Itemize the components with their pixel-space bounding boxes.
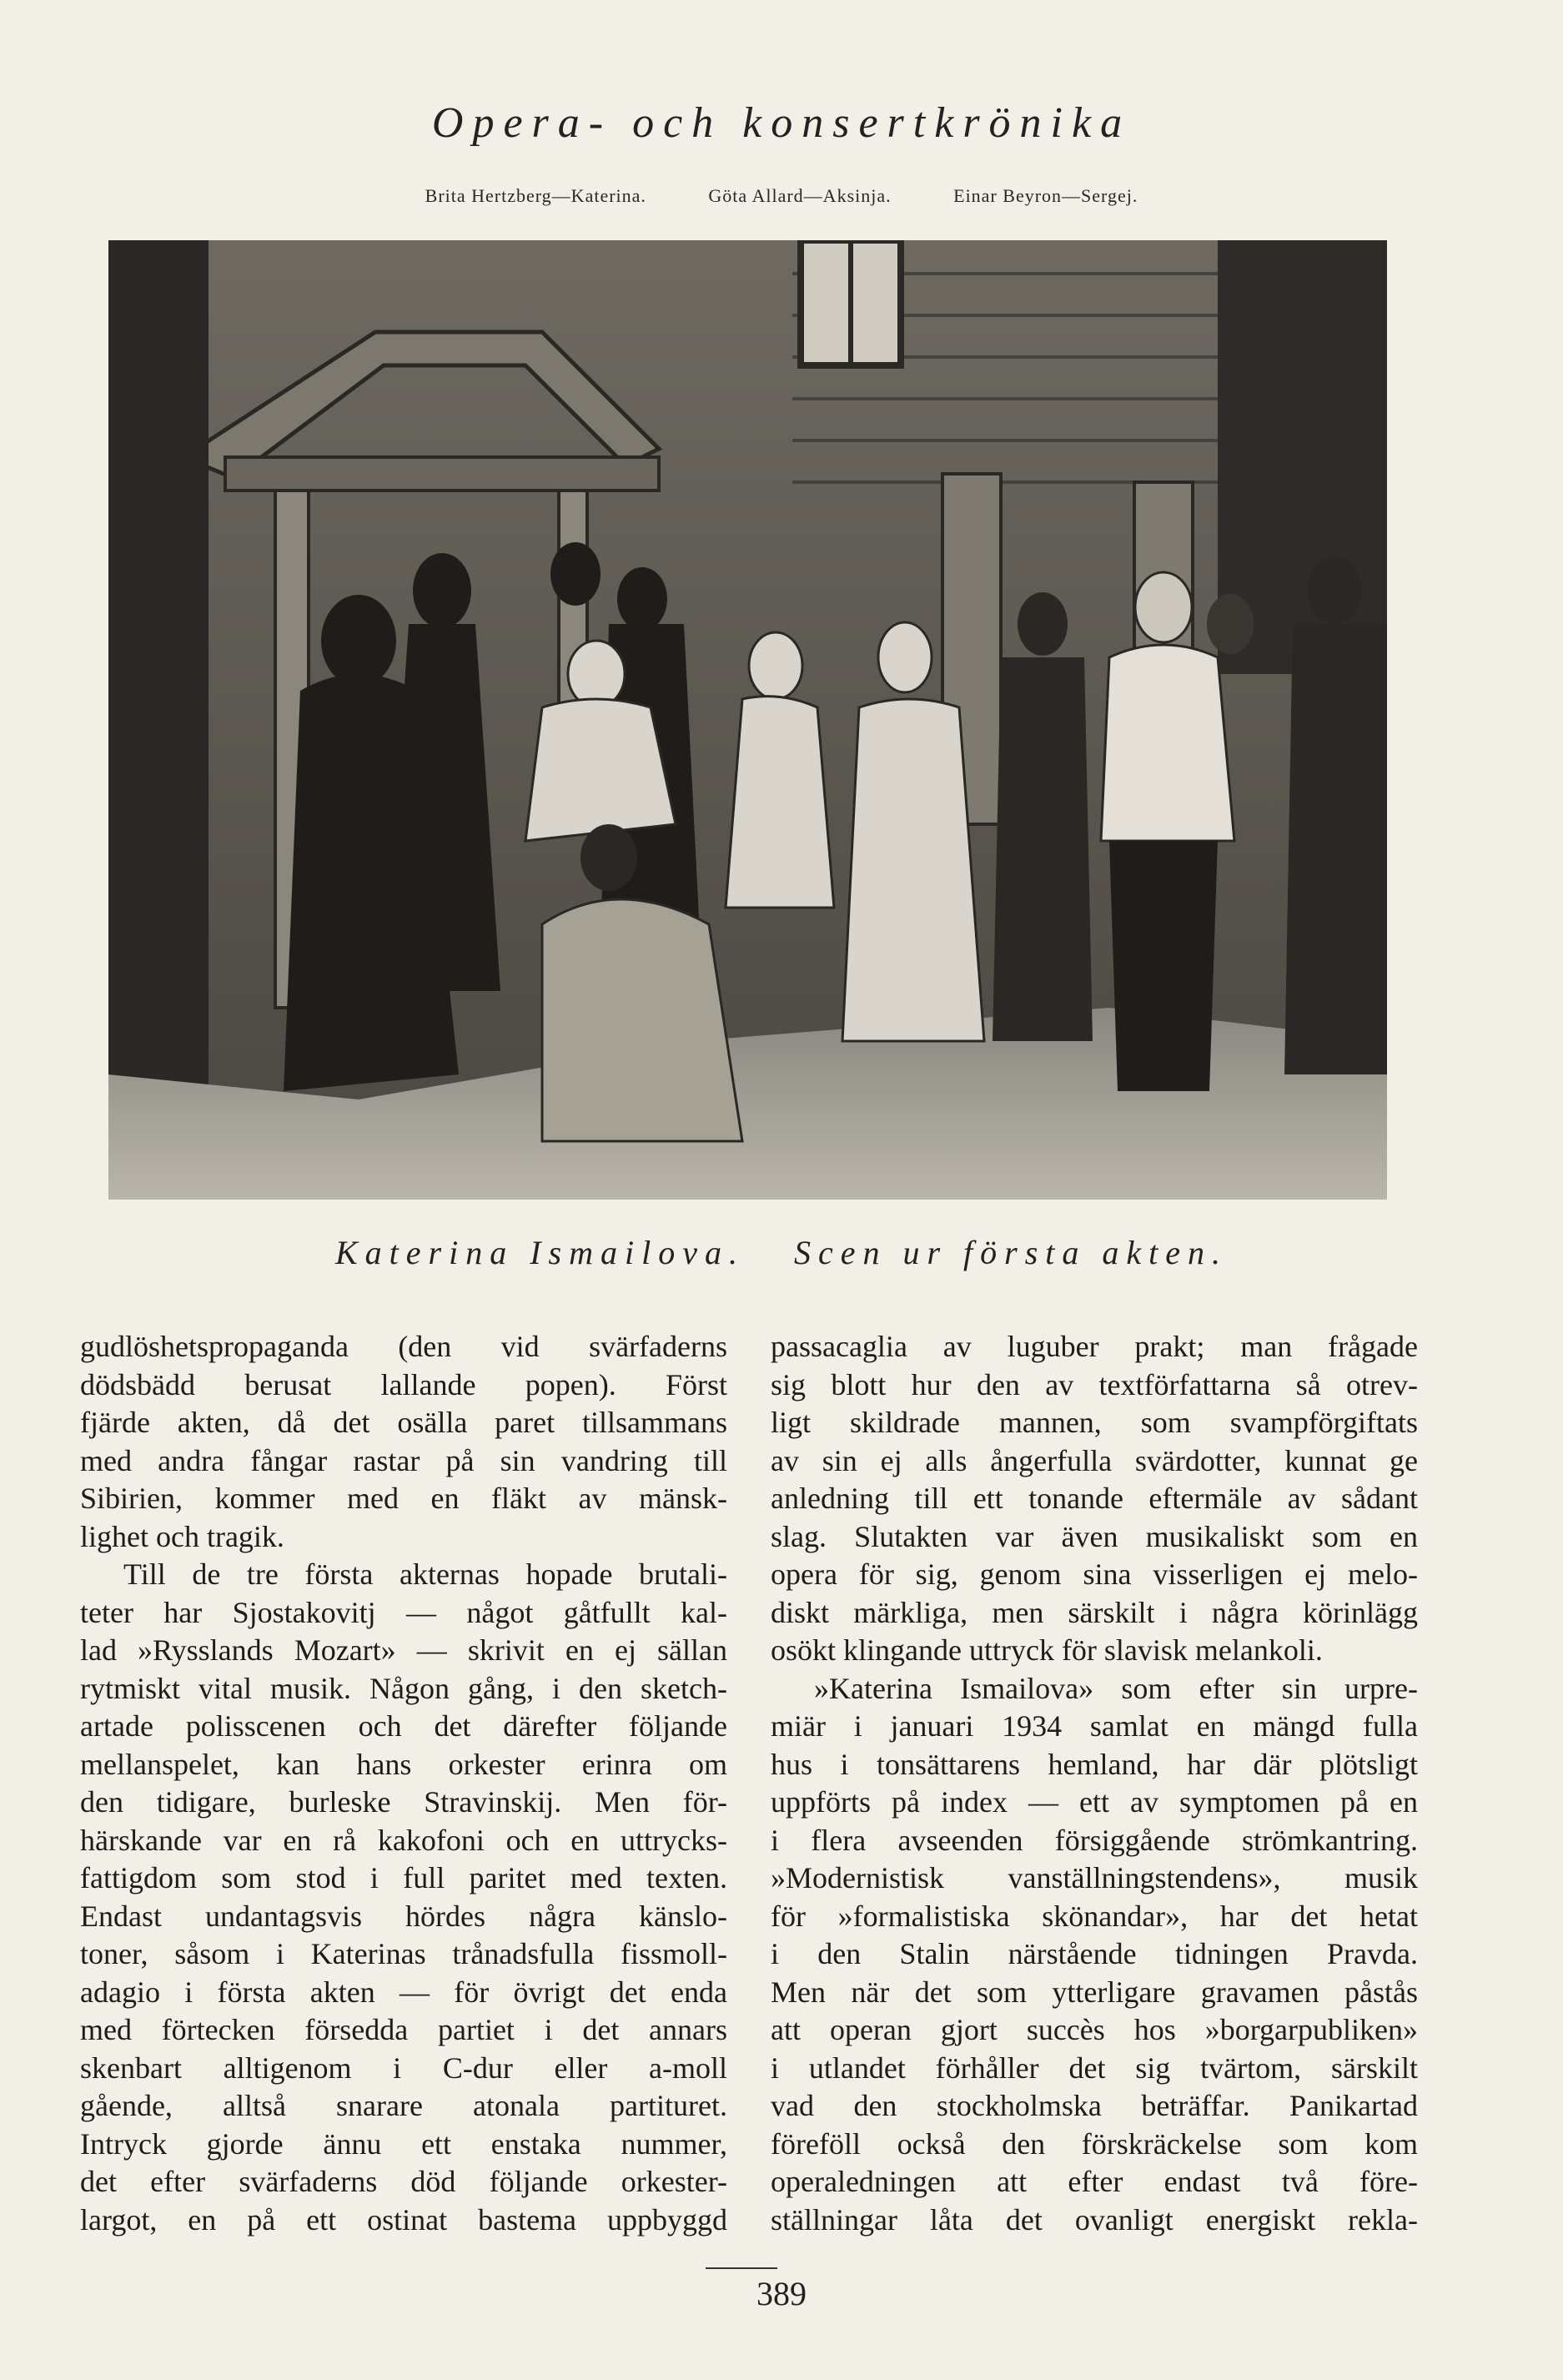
stage-scene-illustration — [108, 240, 1387, 1200]
text-line: i utlandet förhåller det sig tvärtom, särskilt — [771, 2050, 1418, 2085]
text-line: det efter svärfaderns död följande orkester- — [80, 2165, 727, 2198]
text-line: Till de tre första akternas hopade brutali- — [123, 1557, 727, 1591]
right-column — [771, 1328, 1418, 2239]
text-line: slag. Slutakten var även musikaliskt som en — [771, 1519, 1418, 1553]
text-line: lad »Rysslands Mozart» — skrivit en ej sällan — [80, 1633, 727, 1667]
text-line: den tidigare, burleske Stravinskij. Men för- — [80, 1785, 727, 1819]
text-line: opera för sig, genom sina visserligen ej melo- — [771, 1557, 1418, 1591]
text-line: adagio i första akten — för övrigt det enda — [80, 1975, 727, 2009]
text-line: diskt märkliga, men särskilt i några körinlägg — [771, 1595, 1418, 1629]
text-line: fjärde akten, då det osälla paret tillsammans — [80, 1406, 727, 1439]
text-line: lighet och tragik. — [80, 1519, 284, 1553]
text-line: i flera avseenden försiggående strömkantring. — [771, 1823, 1418, 1857]
text-line: vad den stockholmska beträffar. Panikartad — [771, 2089, 1418, 2122]
text-line: largot, en på ett ostinat bastema uppbyggd — [80, 2202, 727, 2237]
text-line: fattigdom som stod i full paritet med texten. — [80, 1861, 727, 1894]
text-line: »Katerina Ismailova» som efter sin urpre- — [814, 1671, 1418, 1705]
text-line: Endast undantagsvis hördes några känslo- — [80, 1899, 727, 1933]
stage-photograph — [108, 240, 1387, 1200]
text-line: föreföll också den förskräckelse som kom — [771, 2126, 1418, 2161]
left-column — [80, 1328, 727, 2239]
text-line: gudlöshetspropaganda (den vid svärfaderns — [80, 1330, 727, 1363]
text-line: av sin ej alls ångerfulla svärdotter, kunnat ge — [771, 1443, 1418, 1477]
text-line: skenbart alltigenom i C-dur eller a-moll — [80, 2050, 727, 2085]
running-title: Opera- och konsertkrönika — [431, 99, 1132, 147]
text-line: Sibirien, kommer med en fläkt av mänsk- — [80, 1482, 727, 1515]
text-line: att operan gjort succès hos »borgarpubliken» — [771, 2013, 1418, 2046]
text-line: sig blott hur den av textförfattarna så otrev- — [771, 1367, 1418, 1401]
text-line: passacaglia av luguber prakt; man frågade — [771, 1330, 1418, 1363]
text-line: toner, såsom i Katerinas trånadsfulla fissmoll- — [80, 1937, 727, 1970]
left-paragraph-2 — [80, 1556, 727, 2239]
text-line: dödsbädd berusat lallande popen). Först — [80, 1367, 727, 1401]
text-line: Intryck gjorde ännu ett enstaka nummer, — [80, 2126, 727, 2161]
text-line: härskande var en rå kakofoni och en uttrycks- — [80, 1823, 727, 1857]
text-line: för »formalistiska skönandar», har det hetat — [771, 1899, 1418, 1933]
credit-aksinja: Göta Allard—Aksinja. — [708, 185, 892, 206]
photo-credits — [0, 185, 1563, 207]
credit-sergej: Einar Beyron—Sergej. — [953, 185, 1138, 206]
text-line: osökt klingande uttryck för slavisk melankoli. — [771, 1633, 1323, 1667]
text-line: miär i januari 1934 samlat en mängd fulla — [771, 1709, 1418, 1743]
text-line: gående, alltså snarare atonala partituret. — [80, 2089, 727, 2122]
caption-title: Katerina Ismailova. — [334, 1234, 745, 1271]
text-line: anledning till ett tonande eftermäle av sådant — [771, 1482, 1418, 1515]
credit-katerina: Brita Hertzberg—Katerina. — [425, 185, 646, 206]
text-line: ställningar låta det ovanligt energiskt rekla- — [771, 2202, 1418, 2237]
photo-caption — [0, 1233, 1563, 1272]
text-line: med andra fångar rastar på sin vandring till — [80, 1443, 727, 1477]
text-line: mellanspelet, kan hans orkester erinra om — [80, 1747, 727, 1781]
text-line: Men när det som ytterligare gravamen påstås — [771, 1975, 1418, 2009]
text-line: hus i tonsättarens hemland, har där plötsligt — [771, 1747, 1418, 1781]
text-line: operaledningen att efter endast två före- — [771, 2165, 1418, 2198]
right-paragraph-2 — [771, 1670, 1418, 2240]
text-line: »Modernistisk vanställningstendens», musik — [771, 1861, 1418, 1894]
caption-scene: Scen ur första akten. — [793, 1234, 1229, 1271]
text-line: med förtecken försedda partiet i det annars — [80, 2013, 727, 2046]
text-line: ligt skildrade mannen, som svampförgiftats — [771, 1406, 1418, 1439]
text-line: i den Stalin närstående tidningen Pravda. — [771, 1937, 1418, 1970]
text-line: uppförts på index — ett av symptomen på en — [771, 1785, 1418, 1819]
text-line: artade polisscenen och det därefter följande — [80, 1709, 727, 1743]
folio-rule — [706, 2267, 777, 2269]
page-number: 389 — [756, 2275, 807, 2312]
right-paragraph-1 — [771, 1328, 1418, 1670]
left-paragraph-1 — [80, 1328, 727, 1556]
text-line: teter har Sjostakovitj — något gåtfullt kal- — [80, 1595, 727, 1629]
text-line: rytmiskt vital musik. Någon gång, i den sketch- — [80, 1671, 727, 1705]
